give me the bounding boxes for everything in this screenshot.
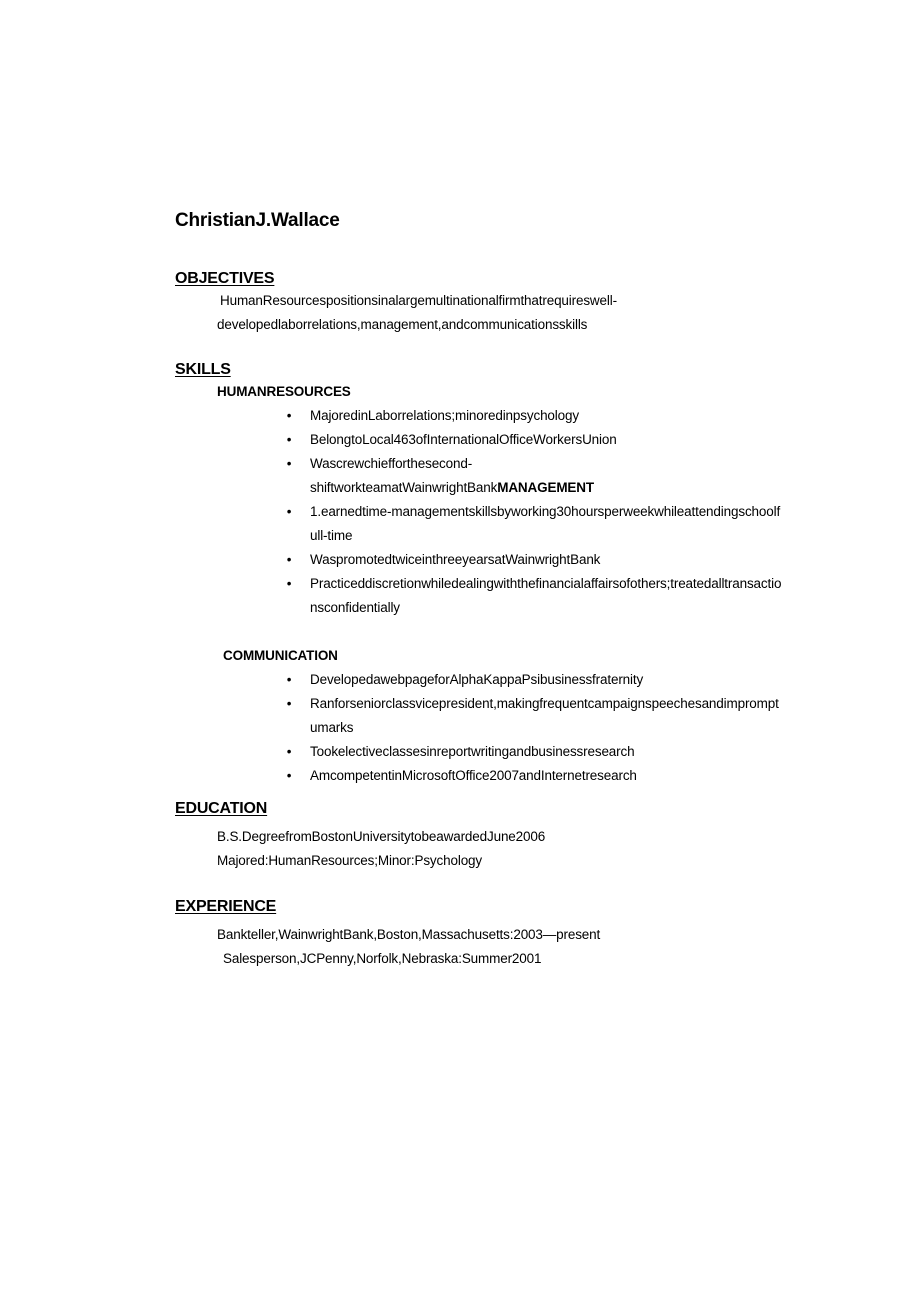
bullet-icon: •: [286, 672, 292, 687]
list-item-text: Tookelectiveclassesinreportwritingandbusinessresearch: [310, 744, 635, 759]
list-item: [284, 428, 785, 452]
experience-line-1: Bankteller,WainwrightBank,Boston,Massachusetts:2003—present: [217, 927, 601, 942]
education-heading: EDUCATION: [175, 800, 268, 817]
experience-line-2: Salesperson,JCPenny,Norfolk,Nebraska:Summer2001: [223, 951, 542, 966]
human-resources-list: [284, 404, 785, 620]
bullet-icon: •: [286, 576, 292, 591]
list-item: [284, 452, 610, 500]
bullet-icon: •: [286, 456, 292, 471]
experience-heading: EXPERIENCE: [175, 898, 277, 915]
list-item-text: MajoredinLaborrelations;minoredinpsychology: [310, 408, 579, 423]
list-item-text: Practiceddiscretionwhiledealingwiththefinancialaffairsofothers;treatedalltransactionsconfidentially: [310, 576, 782, 615]
bullet-icon: •: [286, 768, 292, 783]
bullet-icon: •: [286, 552, 292, 567]
communication-list: [284, 668, 785, 788]
list-item: [284, 668, 785, 692]
bullet-icon: •: [286, 408, 292, 423]
list-item-text: AmcompetentinMicrosoftOffice2007andInternetresearch: [310, 768, 637, 783]
list-item-text: 1.earnedtime-managementskillsbyworking30hoursperweekwhileattendingschoolfull-time: [310, 504, 781, 543]
list-item: [284, 500, 785, 548]
skills-heading: SKILLS: [175, 361, 231, 378]
objectives-heading: OBJECTIVES: [175, 270, 275, 287]
list-item: [284, 404, 785, 428]
education-line-1: B.S.DegreefromBostonUniversitytobeawardedJune2006: [217, 829, 546, 844]
candidate-name: ChristianJ.Wallace: [175, 210, 340, 231]
management-heading: MANAGEMENT: [497, 480, 594, 495]
list-item-text: Ranforseniorclassvicepresident,makingfrequentcampaignspeechesandimpromptumarks: [310, 696, 779, 735]
bullet-icon: •: [286, 744, 292, 759]
objectives-line-1: HumanResourcespositionsinalargemultinationalfirmthatrequireswell-: [220, 293, 617, 308]
communication-heading: COMMUNICATION: [223, 648, 338, 663]
list-item-text: BelongtoLocal463ofInternationalOfficeWorkersUnion: [310, 432, 617, 447]
list-item-text: Wascrewchiefforthesecond-shiftworkteamatWainwrightBank: [310, 456, 498, 495]
list-item-text: WaspromotedtwiceinthreeyearsatWainwrightBank: [310, 552, 601, 567]
list-item: [284, 572, 785, 620]
human-resources-heading: HUMANRESOURCES: [217, 384, 351, 399]
bullet-icon: •: [286, 504, 292, 519]
education-line-2: Majored:HumanResources;Minor:Psychology: [217, 853, 483, 868]
objectives-line-2: developedlaborrelations,management,andcommunicationsskills: [217, 317, 588, 332]
list-item: [284, 548, 785, 572]
list-item: [284, 740, 785, 764]
list-item: [284, 764, 785, 788]
list-item-text: DevelopedawebpageforAlphaKappaPsibusinessfraternity: [310, 672, 644, 687]
bullet-icon: •: [286, 432, 292, 447]
list-item: [284, 692, 785, 740]
bullet-icon: •: [286, 696, 292, 711]
